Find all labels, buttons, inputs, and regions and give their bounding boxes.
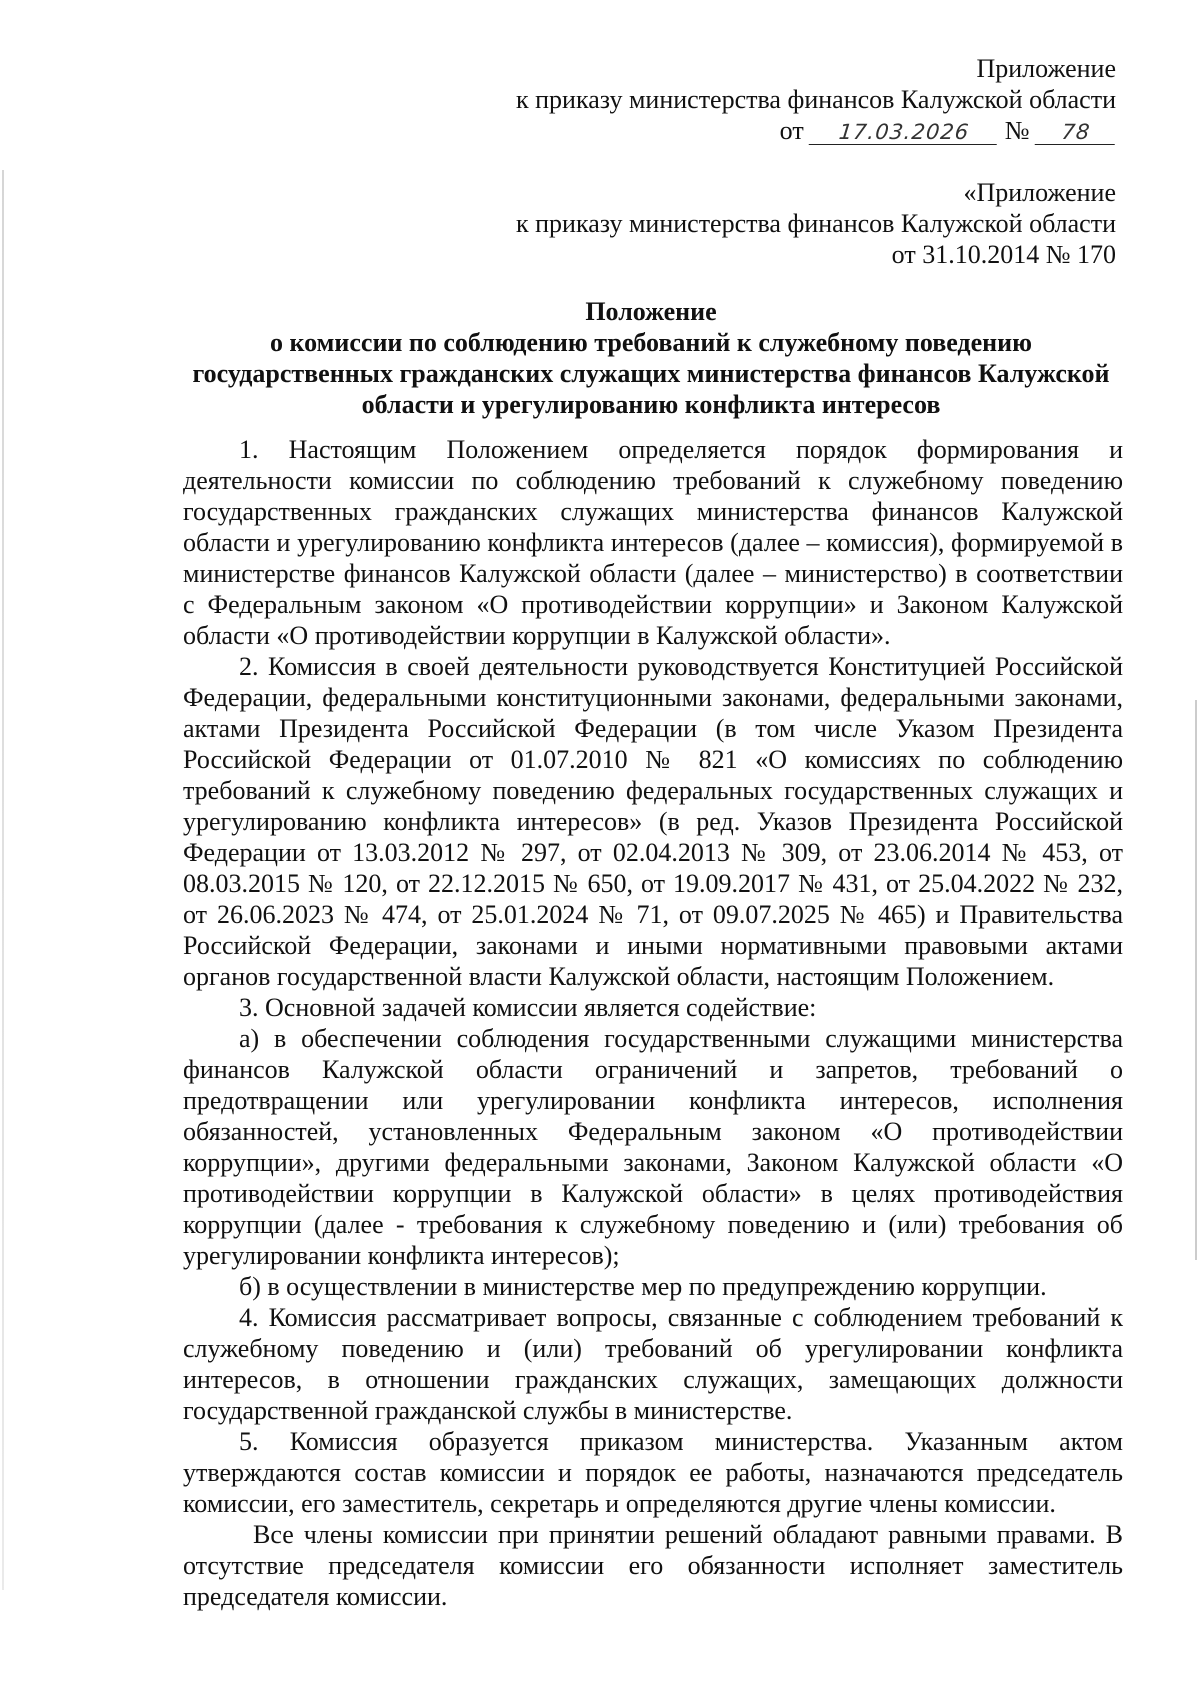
header-number-label: № (1004, 116, 1030, 145)
original-appendix-label: «Приложение (963, 178, 1116, 207)
original-order-date-number: от 31.10.2014 № 170 (891, 240, 1116, 269)
paragraph-3a: а) в обеспечении соблюдения государственными служащими министерства финансов Калужской области ограничений и запретов, требований о предотвращении или урегулировании конфликта интересов, исполнения обязанностей, установленных Федеральным законом «О противодействии коррупции», другими федеральными законами, Законом Калужской области «О противодействии коррупции в Калужской области» в целях противодействия коррупции (далее - требования к служебному поведению и (или) требования об урегулировании конфликта интересов); (183, 1024, 1123, 1270)
paragraph-5: 5. Комиссия образуется приказом министерства. Указанным актом утверждаются состав комиссии и порядок ее работы, назначаются председатель комиссии, его заместитель, секретарь и определяются другие члены комиссии. (183, 1427, 1123, 1518)
paragraph-2: 2. Комиссия в своей деятельности руководствуется Конституцией Российской Федерации, федеральными конституционными законами, федеральными законами, актами Президента Российской Федерации (в том числе Указом Президента Российской Федерации от 01.07.2010 № 821 «О комиссиях по соблюдению требований к служебному поведению федеральных государственных служащих и урегулированию конфликта интересов» (в ред. Указов Президента Российской Федерации от 13.03.2012 № 297, от 02.04.2013 № 309, от 23.06.2014 № 453, от 08.03.2015 № 120, от 22.12.2015 № 650, от 19.09.2017 № 431, от 25.04.2022 № 232, от 26.06.2023 № 474, от 25.01.2024 № 71, от 09.07.2025 № 465) и Правительства Российской Федерации, законами и иными нормативными правовыми актами органов государственной власти Калужской области, настоящим Положением. (183, 652, 1123, 991)
document-title (183, 296, 1119, 420)
paragraph-3: 3. Основной задачей комиссии является содействие: (239, 993, 817, 1022)
scan-edge-right (1195, 700, 1197, 1260)
paragraph-5-continued: Все члены комиссии при принятии решений обладают равными правами. В отсутствие председателя комиссии его обязанности исполняет заместитель председателя комиссии. (183, 1520, 1123, 1611)
paragraph-1: 1. Настоящим Положением определяется порядок формирования и деятельности комиссии по соблюдению требований к служебному поведению государственных гражданских служащих министерства финансов Калужской области и урегулированию конфликта интересов (далее – комиссия), формируемой в министерстве финансов Калужской области (далее – министерство) в соответствии с Федеральным законом «О противодействии коррупции» и Законом Калужской области «О противодействии коррупции в Калужской области». (183, 435, 1123, 650)
title-line-4: области и урегулированию конфликта интересов (361, 390, 941, 419)
header-from-label: от (779, 116, 804, 145)
handwritten-number: 78 (1035, 120, 1118, 145)
header-date-number-line (516, 115, 1116, 146)
header-order-reference: к приказу министерства финансов Калужской области (516, 85, 1116, 114)
scan-edge-left (2, 170, 4, 1590)
handwritten-date: 17.03.2026 (809, 120, 1000, 145)
title-line-2: о комиссии по соблюдению требований к служебному поведению (270, 328, 1032, 357)
original-order-reference: к приказу министерства финансов Калужской области (516, 209, 1116, 238)
original-appendix-header (516, 177, 1116, 270)
document-body (183, 434, 1123, 1612)
paragraph-3b: б) в осуществлении в министерстве мер по предупреждению коррупции. (239, 1272, 1047, 1301)
paragraph-4: 4. Комиссия рассматривает вопросы, связанные с соблюдением требований к служебному поведению и (или) требований об урегулировании конфликта интересов, в отношении гражданских служащих, замещающих должности государственной гражданской службы в министерстве. (183, 1303, 1123, 1425)
title-line-1: Положение (585, 297, 717, 326)
order-appendix-header (516, 53, 1116, 146)
header-appendix-label: Приложение (976, 54, 1116, 83)
title-line-3: государственных гражданских служащих министерства финансов Калужской (192, 359, 1110, 388)
